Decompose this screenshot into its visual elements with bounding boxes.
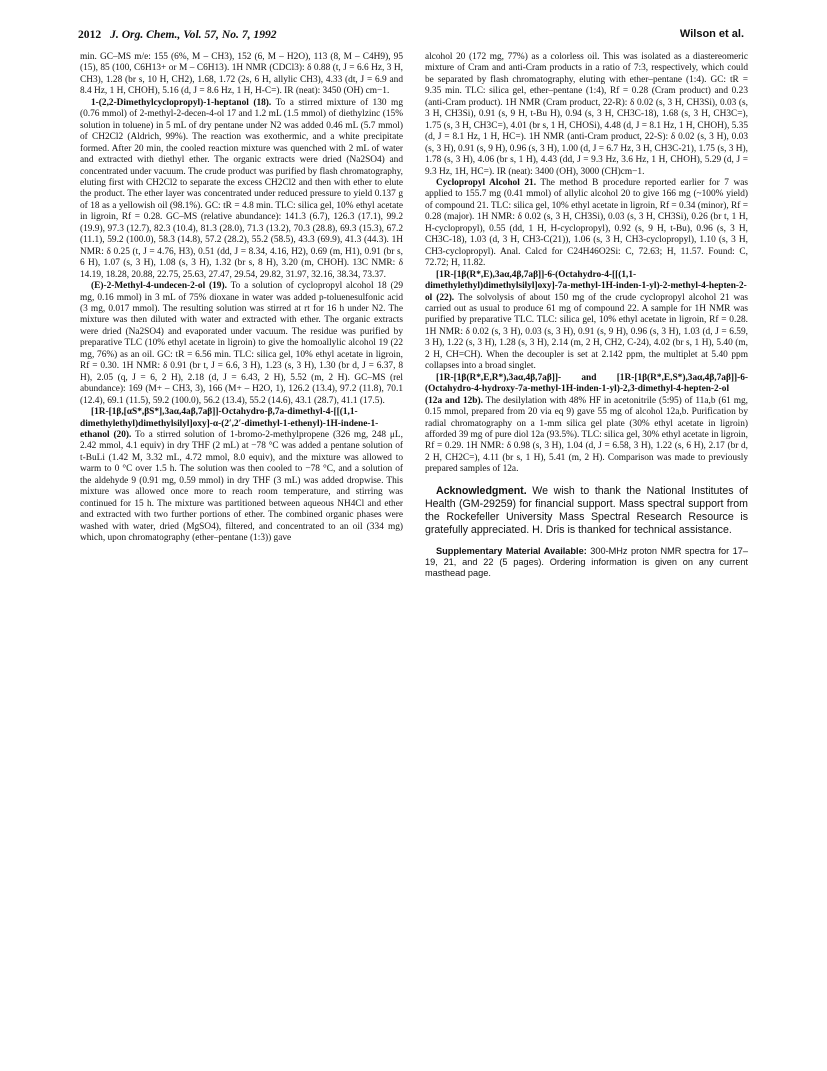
page-number: 2012 [78, 28, 102, 41]
acknowledgment-heading: Acknowledgment. [436, 484, 527, 497]
paragraph-compound-19: (E)-2-Methyl-4-undecen-2-ol (19). To a solution of cyclopropyl alcohol 18 (29 mg, 0.16 mmol) in 3 mL of 75% dioxane in water was added p-toluenesulfonic acid (3 mg, 0.017 mmol). The resulting solution was stirred at rt for 16 h under N2. The mixture was then diluted with water and extracted with ether. The organic extracts were dried (Na2SO4) and evaporated under vacuum. The residue was purified by preparative TLC (10% ethyl acetate in ligroin) to give the homoallylic alcohol 19 (22 mg, 76%) as an oil. GC: tR = 6.56 min. TLC: silica gel, 10% ethyl acetate in ligroin, Rf = 0.30. 1H NMR: δ 0.91 (br t, J = 6.6, 3 H), 1.23 (s, 3 H), 1.30 (br d, J = 6.37, 8 H), 2.05 (q, J = 6, 2 H), 2.18 (d, J = 6.43, 2 H), 5.52 (m, 2 H). GC–MS (rel abundance): 169 (M+ – CH3, 3), 166 (M+ – H2O, 1), 126.2 (13.4), 97.2 (11.8), 70.1 (12.4), 69.1 (11.5), 59.2 (100.0), 56.2 (13.4), 55.2 (14.6), 43.1 (28.7), 41.1 (17.5). [80, 281, 403, 406]
heading-compound-18: 1-(2,2-Dimethylcyclopropyl)-1-heptanol (18). [91, 97, 272, 108]
paragraph-compound-22: [1R-[1β(R*,E),3aα,4β,7aβ]]-6-(Octahydro-4-[[(1,1-dimethylethyl)dimethylsilyl]oxy]-7a-methyl-1H-inden-1-yl)-2-methyl-4-hepten-2-ol (22). The solvolysis of about 150 mg of the crude cyclopropyl alcohol 21 was carried out as usual to produce 61 mg of compound 22. A sample for 1H NMR was purified by preparative TLC. TLC: silica gel, 10% ethyl acetate in ligroin, Rf = 0.28. 1H NMR: δ 0.02 (s, 3 H), 0.03 (s, 3 H), 0.91 (s, 9 H), 0.96 (s, 3 H), 1.03 (d, J = 6.59, 3 H), 1.22 (s, 3 H), 1.28 (s, 3 H), 2.14 (m, 2 H, CH2, C-24), 4.02 (br s, 1 H), 5.40 (m, 2 H, CH=CH). When the decoupler is set at 2.142 ppm, the multiplet at 5.40 ppm collapses into a broad singlet. [425, 269, 748, 372]
supplementary-heading: Supplementary Material Available: [436, 545, 587, 556]
acknowledgment: Acknowledgment. We wish to thank the National Institutes of Health (GM-29259) for financial support. Mass spectral support from the Rockefeller University Mass Spectral Research Resource is gratefully appreciated. H. Dris is thanked for technical assistance. [425, 484, 748, 536]
left-column [80, 52, 403, 544]
paragraph-compound-21: Cyclopropyl Alcohol 21. The method B procedure reported earlier for 7 was applied to 155.7 mg (0.41 mmol) of allylic alcohol 20 to give 166 mg (~100% yield) of compound 21. TLC: silica gel, 10% ethyl acetate in ligroin, Rf = 0.34 (minor), Rf = 0.28 (major). 1H NMR: δ 0.02 (s, 3 H, CH3Si), 0.03 (s, 3 H, CH3Si), 0.26 (br t, 1 H, H-cyclopropyl), 0.55 (dd, 1 H, H-cyclopropyl), 0.92 (s, 9 H, t-Bu), 0.96 (s, 3 H, CH3C-18), 1.03 (d, 3 H, CH3-C(21)), 1.06 (s, 3 H, CH3-cyclopropyl), 1.10 (s, 3 H, CH3-cyclopropyl). Anal. Calcd for C24H46O2Si: C, 72.63; H, 11.57. Found: C, 72.72; H, 11.82. [425, 177, 749, 269]
heading-compound-22: [1R-[1β(R*,E),3aα,4β,7aβ]]-6-(Octahydro-4-[[(1,1-dimethylethyl)dimethylsilyl]oxy]-7a-methyl-1H-inden-1-yl)-2-methyl-4-hepten-2-ol (22). [425, 269, 747, 303]
running-authors: Wilson et al. [679, 28, 744, 40]
heading-compound-19: (E)-2-Methyl-4-undecen-2-ol (19). [91, 281, 227, 292]
paragraph-compound-18: 1-(2,2-Dimethylcyclopropyl)-1-heptanol (18). To a stirred mixture of 130 mg (0.76 mmol) of 2-methyl-2-decen-4-ol 17 and 1.2 mL (1.5 mmol) of diethylzinc (15% solution in toluene) in 5 mL of dry pentane under N2 was added 0.46 mL (5.7 mmol) of CH2Cl2 (Aldrich, 99%). The reaction was exothermic, and a white precipitate formed. After 20 min, the cooled reaction mixture was quenched with 2 mL of water and extracted with diethyl ether. The organic extracts were dried (Na2SO4) and concentrated under vacuum. The crude product was purified by flash chromatography, eluting first with CH2Cl2 to separate the excess CH2Cl2 and then with ether to elute the product. The ether layer was concentrated under reduced pressure to yield 0.137 g of 18 as a yellowish oil (98.1%). GC: tR = 4.8 min. TLC: silica gel, 10% ethyl acetate in ligroin, Rf = 0.28. GC–MS (relative abundance): 141.3 (6.7), 126.3 (17.1), 99.2 (19.9), 97.3 (12.7), 82.3 (10.4), 81.3 (28.0), 71.3 (13.2), 70.3 (28.8), 69.3 (15.3), 67.2 (11.1), 59.2 (100.0), 58.3 (14.8), 57.2 (28.2), 55.2 (58.5), 43.3 (69.9), 41.3 (44.3). 1H NMR: δ 0.25 (t, J = 4.76, H3), 0.51 (dd, J = 8.34, 4.16, H2), 0.69 (m, H1), 0.91 (br s, 6 H), 1.07 (s, 3 H), 1.08 (s, 3 H), 1.32 (br s, 8 H), 3.20 (m, CHOH). 13C NMR: δ 14.19, 18.28, 20.88, 22.75, 25.63, 27.47, 29.54, 29.82, 31.97, 32.16, 38.34, 73.37. [80, 97, 403, 280]
page-header [78, 28, 744, 44]
supplementary-material: Supplementary Material Available: 300-MHz proton NMR spectra for 17–19, 21, and 22 (5 pages). Ordering information is given on any current masthead page. [425, 545, 749, 579]
paragraph-compound-20: [1R-[1β,[αS*,βS*],3aα,4aβ,7aβ]]-Octahydro-β,7a-dimethyl-4-[[(1,1-dimethylethyl)dimethylsilyl]oxy]-α-(2′,2′-dimethyl-1-ethenyl)-1H-indene-1-ethanol (20). To a stirred solution of 1-bromo-2-methylpropene (326 mg, 248 μL, 2.42 mmol, 4.1 equiv) in dry THF (2 mL) at −78 °C was added a pentane solution of t-BuLi (1.42 M, 3.32 mL, 4.72 mmol, 8.0 equiv), and the mixture was allowed to warm to 0 °C over 1.5 h. The solution was then cooled to −78 °C, and a solution of the aldehyde 9 (0.91 mg, 0.59 mmol) in dry THF (3 mL) was added dropwise. This mixture was allowed once more to reach room temperature, and stirring was continued for 15 h. The mixture was partitioned between aqueous NH4Cl and ether and extracted with two further portions of ether. The combined organic phases were washed with water, dried (MgSO4), filtered, and concentrated to an oil (334 mg) which, upon chromatography (ether–pentane (1:3)) gave [80, 407, 403, 544]
heading-compound-20: [1R-[1β,[αS*,βS*],3aα,4aβ,7aβ]]-Octahydro-β,7a-dimethyl-4-[[(1,1-dimethylethyl)dimethylsilyl]oxy]-α-(2′,2′-dimethyl-1-ethenyl)-1H-indene-1-ethanol (20). [80, 407, 379, 440]
journal-citation: J. Org. Chem., Vol. 57, No. 7, 1992 [110, 28, 277, 41]
heading-compound-12: [1R-[1β(R*,E,R*),3aα,4β,7aβ]]- and [1R-[1β(R*,E,S*),3aα,4β,7aβ]]-6-(Octahydro-4-hydroxy-7a-methyl-1H-inden-1-yl)-2,3-dimethyl-4-hepten-2-ol (12a and 12b). [425, 372, 748, 406]
paragraph-compound-12: [1R-[1β(R*,E,R*),3aα,4β,7aβ]]- and [1R-[1β(R*,E,S*),3aα,4β,7aβ]]-6-(Octahydro-4-hydroxy-7a-methyl-1H-inden-1-yl)-2,3-dimethyl-4-hepten-2-ol (12a and 12b). The desilylation with 48% HF in acetonitrile (5:95) of 11a,b (61 mg, 0.15 mmol, prepared from 20 via eq 9) gave 55 mg of alcohol 12a,b. Purification by radial chromatography on a 1-mm silica gel plate (30% ethyl acetate in ligroin) afforded 39 mg of pure diol 12a (93.5%). TLC: silica gel, 30% ethyl acetate in ligroin, Rf = 0.29. 1H NMR: δ 0.98 (s, 3 H), 1.04 (d, J = 6.58, 3 H), 1.22 (s, 6 H), 2.17 (br d, 2 H, CH2C=), 4.11 (br s, 1 H), 5.41 (m, 2 H). Comparison was made to previously prepared samples of 12a. [425, 372, 748, 475]
paragraph-ms-continuation: min. GC–MS m/e: 155 (6%, M – CH3), 152 (6, M – H2O), 113 (8, M – C4H9), 95 (15), 85 (100, C6H13+ or M – C6H13). 1H NMR (CDCl3): δ 0.88 (t, J = 6.6 Hz, 3 H, CH3), 1.28 (br s, 10 H, CH2), 1.68, 1.72 (2s, 6 H, allylic CH3), 4.33 (dt, J = 6.9 and 8.4 Hz, 1 H, CHOH), 5.16 (d, J = 8.6 Hz, 1 H, H-C=). IR (neat): 3450 (OH) cm−1. [80, 52, 403, 97]
heading-compound-21: Cyclopropyl Alcohol 21. [436, 177, 537, 188]
paragraph-compound-20-continuation: alcohol 20 (172 mg, 77%) as a colorless oil. This was isolated as a diastereomeric mixture of Cram and anti-Cram products in a ratio of 7:3, respectively, which could be separated by flash chromatography, eluting with ether–pentane (1:4). GC: tR = 9.35 min. TLC: silica gel, ether–pentane (1:4), Rf = 0.28 (Cram product) and 0.23 (anti-Cram product). 1H NMR (Cram product, 22-R): δ 0.02 (s, 3 H, CH3Si), 0.03 (s, 3 H, CH3Si), 0.91 (s, 9 H, t-Bu H), 0.94 (s, 3 H, CH3C-18), 1.68 (s, 3 H, CH3C=), 1.75 (s, 3 H, CH3C=), 4.01 (br s, 1 H, CHOSi), 4.48 (d, J = 8.1 Hz, 1 H, CHOH), 5.35 (d, J = 8.1 Hz, 1 H, HC=). 1H NMR (anti-Cram product, 22-S): δ 0.02 (s, 3 H), 0.03 (s, 3 H), 0.91 (s, 9 H), 0.96 (s, 3 H), 1.00 (d, J = 6.7 Hz, 3 H, CH3C-21), 1.75 (s, 3 H), 1.78 (s, 3 H), 4.06 (br s, 1 H), 4.43 (dd, J = 9.3 Hz, 3.6 Hz, 1 H, CHOH), 5.29 (d, J = 9.3 Hz, 1H, HC=). IR (neat): 3400 (OH), 3000 (CH)cm−1. [425, 52, 748, 177]
right-column [425, 52, 748, 579]
